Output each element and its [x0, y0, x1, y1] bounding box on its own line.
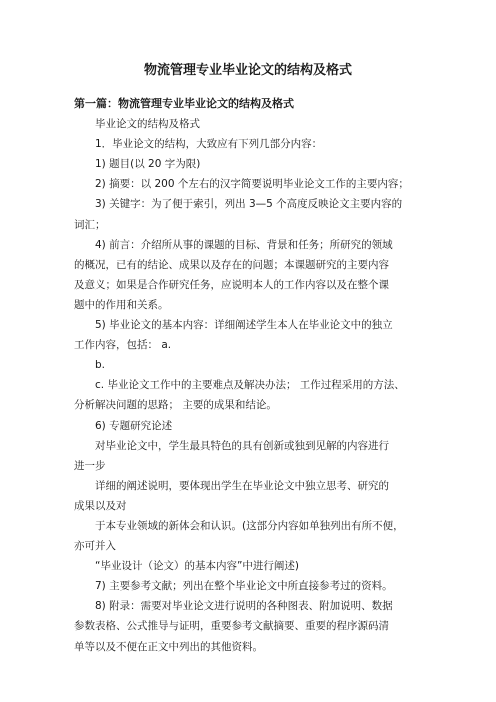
text-line: 的概况，已有的结论、成果以及存在的问题；本课题研究的主要内容 [74, 258, 389, 271]
text-line: 7) 主要参考文献；列出在整个毕业论文中所直接参考过的资料。 [95, 580, 393, 593]
text-line: 单等以及不便在正文中列出的其他资料。 [74, 640, 263, 653]
text-line: 详细的阐述说明，要体现出学生在毕业论文中独立思考、研究的 [95, 479, 389, 492]
text-line: “毕业设计（论文）的基本内容”中进行阐述) [95, 560, 299, 573]
document-title: 物流管理专业毕业论文的结构及格式 [143, 63, 352, 78]
text-line: 工作内容，包括： a. [74, 339, 172, 352]
text-line: 参数表格、公式推导与证明，重要参考文献摘要、重要的程序源码清 [74, 620, 389, 633]
text-line: 对毕业论文中，学生最具特色的具有创新或独到见解的内容进行 [95, 439, 389, 452]
text-line: 于本专业领域的新体会和认识。(这部分内容如单独列出有所不便， [95, 519, 404, 532]
text-line: b. [95, 359, 106, 372]
text-line: 8) 附录：需要对毕业论文进行说明的各种图表、附加说明、数据 [95, 600, 393, 613]
text-line: 亦可并入 [74, 540, 116, 553]
text-line: 5) 毕业论文的基本内容：详细阐述学生本人在毕业论文中的独立 [95, 319, 393, 332]
paragraph-lines [74, 114, 448, 657]
text-line: 6) 专题研究论述 [95, 419, 173, 432]
chapter-heading: 第一篇：物流管理专业毕业论文的结构及格式 [74, 97, 294, 110]
text-line: 4) 前言：介绍所从事的课题的目标、背景和任务；所研究的领域 [95, 238, 393, 251]
document-body [74, 94, 448, 657]
text-line: 毕业论文的结构及格式 [95, 118, 200, 131]
text-line: 进一步 [74, 459, 106, 472]
text-line: 题中的作用和关系。 [74, 298, 169, 311]
text-line: 1) 题目(以 20 字为限) [95, 158, 201, 171]
text-line: 成果以及对 [74, 499, 127, 512]
text-line: 2) 摘要：以 200 个左右的汉字简要说明毕业论文工作的主要内容； [95, 178, 409, 191]
text-line: 词汇； [74, 218, 106, 231]
text-line: c. 毕业论文工作中的主要难点及解决办法； 工作过程采用的方法、 [95, 379, 405, 392]
text-line: 分析解决问题的思路； 主要的成果和结论。 [74, 399, 277, 412]
text-line: 3) 关键字：为了便于索引，列出 3—5 个高度反映论文主要内容的 [95, 198, 403, 211]
text-line: 及意义；如果是合作研究任务，应说明本人的工作内容以及在整个课 [74, 278, 389, 291]
text-line: 1．毕业论文的结构，大致应有下列几部分内容： [95, 138, 323, 151]
